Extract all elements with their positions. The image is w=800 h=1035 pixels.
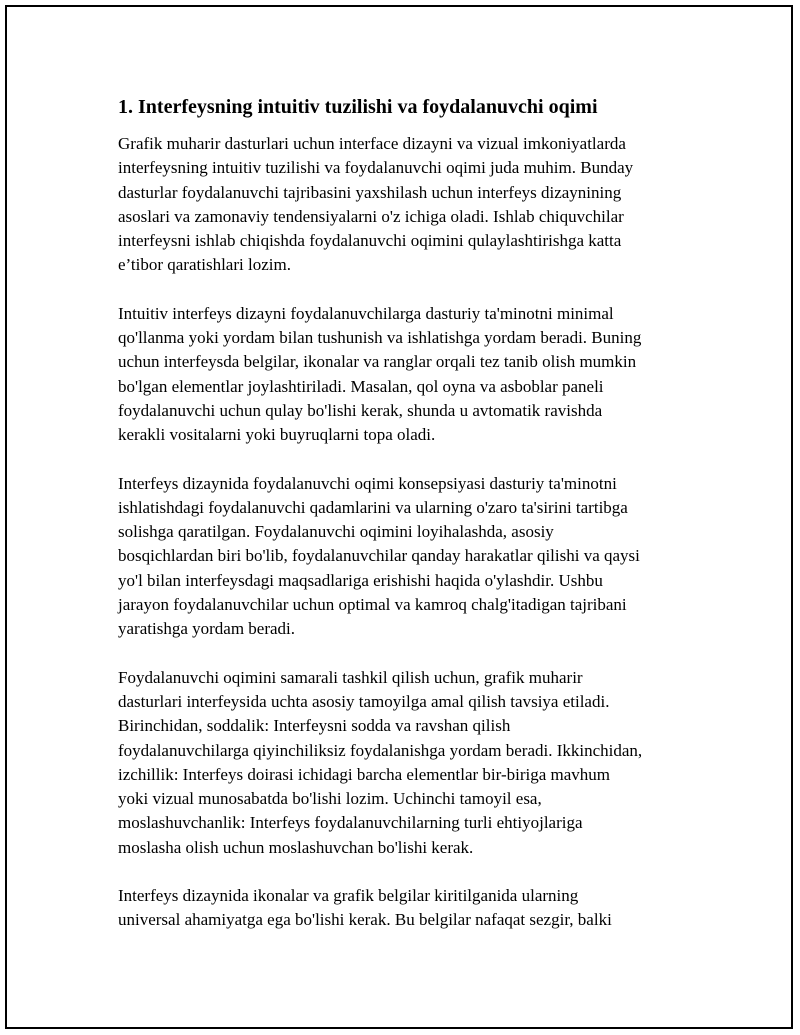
paragraph-line: moslasha olish uchun moslashuvchan bo'lishi kerak. <box>118 837 474 857</box>
paragraph <box>118 884 698 933</box>
paragraph-line: solishga qaratilgan. Foydalanuvchi oqimini loyihalashda, asosiy <box>118 522 554 542</box>
document-body <box>118 94 698 957</box>
paragraph-line: Intuitiv interfeys dizayni foydalanuvchilarga dasturiy ta'minotni minimal <box>118 303 614 323</box>
paragraph-line: Interfeys dizaynida foydalanuvchi oqimi konsepsiyasi dasturiy ta'minotni <box>118 473 617 493</box>
paragraph-line: asoslari va zamonaviy tendensiyalarni o'z ichiga oladi. Ishlab chiquvchilar <box>118 206 624 226</box>
paragraph-line: Grafik muharir dasturlari uchun interface dizayni va vizual imkoniyatlarda <box>118 134 626 153</box>
paragraph-line: izchillik: Interfeys doirasi ichidagi barcha elementlar bir-biriga mavhum <box>118 764 611 784</box>
paragraph-line: yaratishga yordam beradi. <box>118 619 296 639</box>
paragraph-line: dasturlari interfeysida uchta asosiy tamoyilga amal qilish tavsiya etiladi. <box>118 691 610 711</box>
paragraph <box>118 132 698 278</box>
paragraph-line: interfeysni ishlab chiqishda foydalanuvchi oqimini qulaylashtirishga katta <box>118 231 622 251</box>
paragraph-line: bosqichlardan biri bo'lib, foydalanuvchilar qanday harakatlar qilishi va qaysi <box>118 546 640 566</box>
paragraph-line: moslashuvchanlik: Interfeys foydalanuvchilarning turli ehtiyojlariga <box>118 813 583 833</box>
paragraph-line: yo'l bilan interfeysdagi maqsadlariga erishishi haqida o'ylashdir. Ushbu <box>118 570 603 590</box>
paragraph-line: foydalanuvchilarga qiyinchiliksiz foydalanishga yordam beradi. Ikkinchidan, <box>118 740 643 760</box>
paragraphs-container <box>118 132 698 933</box>
paragraph-line: kerakli vositalarni yoki buyruqlarni topa oladi. <box>118 425 436 445</box>
paragraph-line: uchun interfeysda belgilar, ikonalar va ranglar orqali tez tanib olish mumkin <box>118 352 637 372</box>
paragraph <box>118 666 698 860</box>
paragraph-line: interfeysning intuitiv tuzilishi va foydalanuvchi oqimi juda muhim. Bunday <box>118 158 634 178</box>
paragraph <box>118 472 698 642</box>
paragraph-line: ishlatishdagi foydalanuvchi qadamlarini va ularning o'zaro ta'sirini tartibga <box>118 497 628 517</box>
paragraph-line: Birinchidan, soddalik: Interfeysni sodda va ravshan qilish <box>118 716 511 736</box>
paragraph-line: e’tibor qaratishlari lozim. <box>118 255 291 275</box>
paragraph-line: universal ahamiyatga ega bo'lishi kerak. Bu belgilar nafaqat sezgir, balki <box>118 910 612 930</box>
paragraph-line: bo'lgan elementlar joylashtiriladi. Masalan, qol oyna va asboblar paneli <box>118 376 604 396</box>
paragraph-line: Foydalanuvchi oqimini samarali tashkil qilish uchun, grafik muharir <box>118 667 583 687</box>
paragraph-line: dasturlar foydalanuvchi tajribasini yaxshilash uchun interfeys dizaynining <box>118 182 622 202</box>
section-heading: 1. Interfeysning intuitiv tuzilishi va foydalanuvchi oqimi <box>118 96 598 118</box>
paragraph-line: Interfeys dizaynida ikonalar va grafik belgilar kiritilganida ularning <box>118 886 579 906</box>
paragraph-line: jarayon foydalanuvchilar uchun optimal va kamroq chalg'itadigan tajribani <box>118 595 627 615</box>
paragraph-line: qo'llanma yoki yordam bilan tushunish va ishlatishga yordam beradi. Buning <box>118 328 642 348</box>
paragraph-line: yoki vizual munosabatda bo'lishi lozim. Uchinchi tamoyil esa, <box>118 789 542 809</box>
paragraph <box>118 302 698 448</box>
paragraph-line: foydalanuvchi uchun qulay bo'lishi kerak, shunda u avtomatik ravishda <box>118 400 603 420</box>
